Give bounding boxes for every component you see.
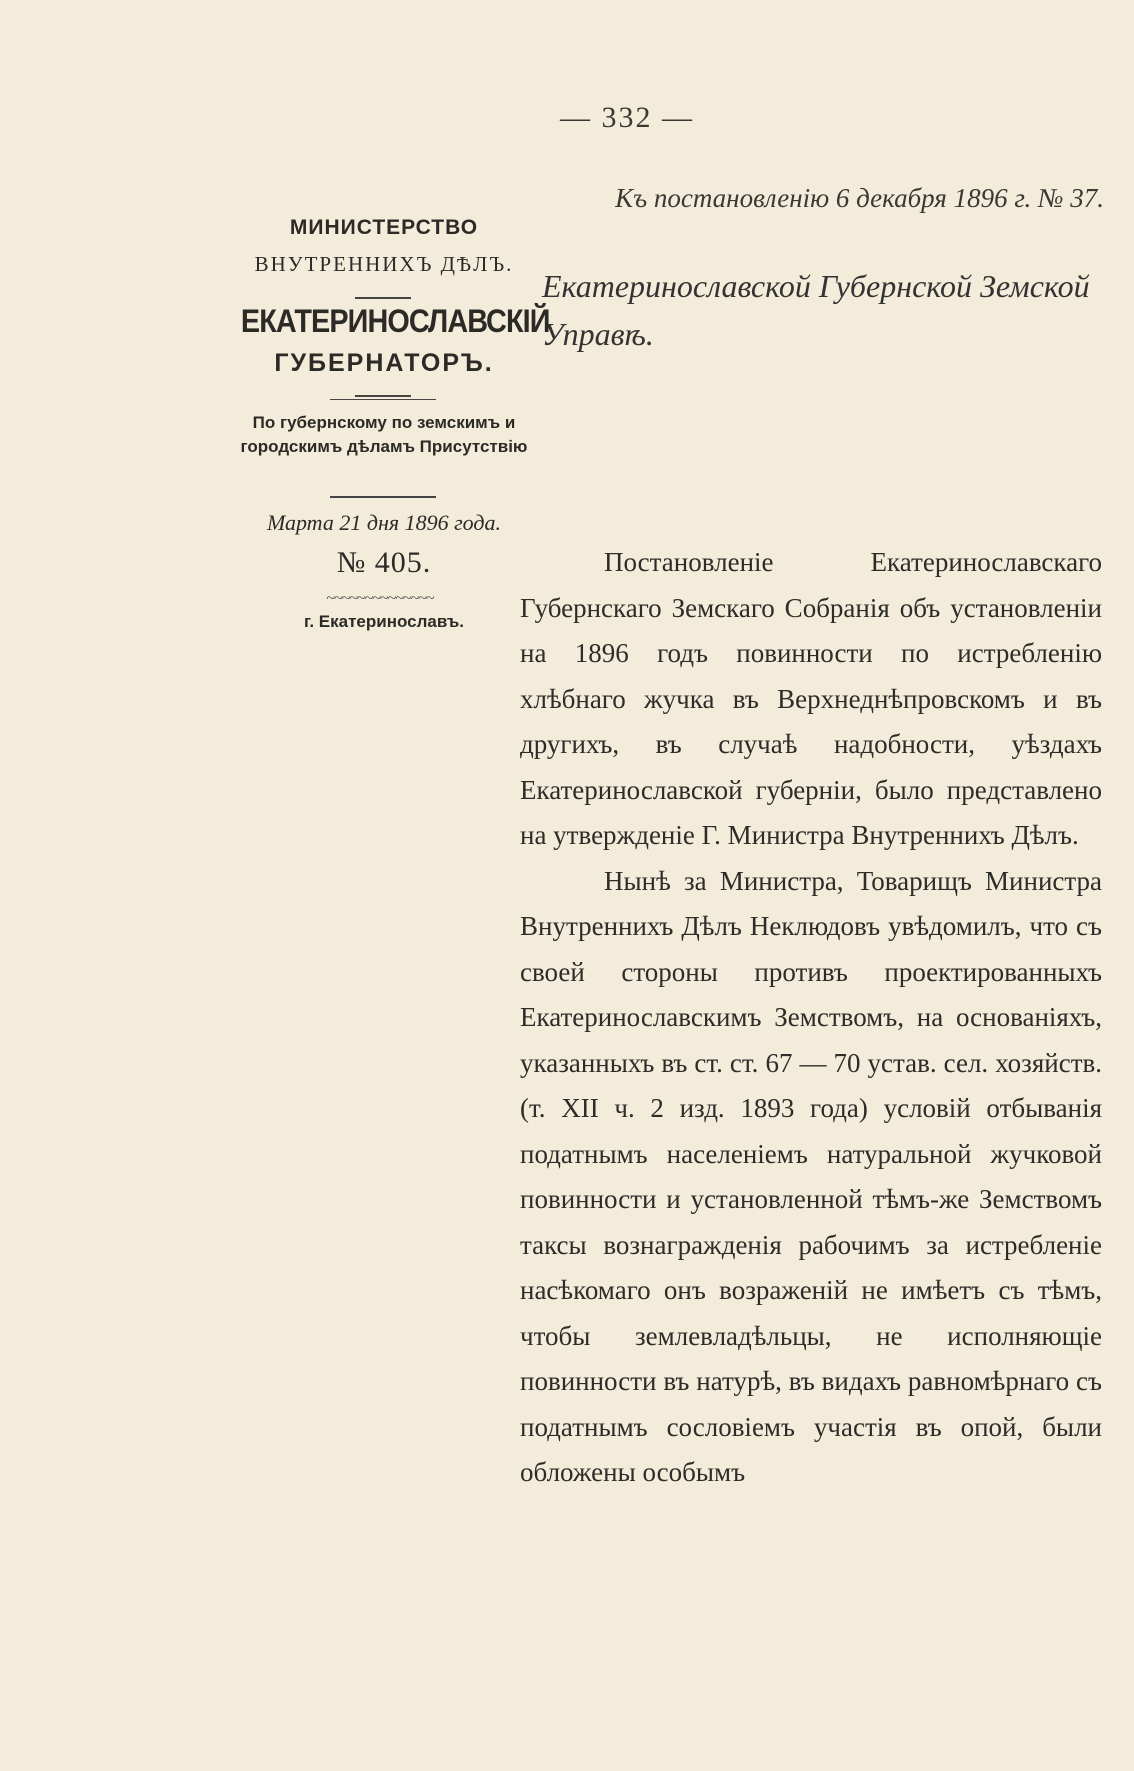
sender-city: г. Екатеринославъ. bbox=[303, 612, 465, 631]
office-line-1: ЕКАТЕРИНОСЛАВСКІЙ bbox=[240, 303, 550, 339]
divider-rule bbox=[355, 297, 411, 299]
letter-body bbox=[520, 540, 1102, 1496]
divider-rule bbox=[330, 399, 436, 400]
presence-title: По губернскому по земскимъ и городскимъ дѣламъ Присутствію bbox=[240, 413, 528, 456]
divider-rule bbox=[355, 395, 411, 397]
ministry-line-2: ВНУТРЕННИХЪ ДѢЛЪ. bbox=[254, 252, 514, 276]
letter-date: Марта 21 дня 1896 года. bbox=[266, 510, 502, 535]
letter-number: № 405. bbox=[336, 546, 432, 579]
addressee: Екатеринославской Губернской Земской Управѣ. bbox=[542, 268, 1090, 352]
ministry-line-1: МИНИСТЕРСТВО bbox=[289, 216, 479, 239]
divider-rule bbox=[330, 496, 436, 498]
body-paragraph-2: Нынѣ за Министра, Товарищъ Министра Внутреннихъ Дѣлъ Неклюдовъ увѣдомилъ, что съ своей стороны противъ проектированныхъ Екатеринославскимъ Земствомъ, на основаніяхъ, указанныхъ въ ст. ст. 67 — 70 устав. сел. хозяйств. (т. XII ч. 2 изд. 1893 года) условій отбыванія податнымъ населеніемъ натуральной жучковой повинности и установленной тѣмъ-же Земствомъ таксы вознагражденія рабочимъ за истребленіе насѣкомаго онъ возраженій не имѣетъ съ тѣмъ, чтобы землевладѣльцы, не исполняющіе повинности въ натурѣ, въ видахъ равномѣрнаго съ податнымъ сословіемъ участія въ опой, были обложены особымъ bbox=[520, 865, 1102, 1487]
wavy-divider: ~~~~~~~~~~~~~~ bbox=[326, 590, 434, 607]
resolution-reference: Къ постановленію 6 декабря 1896 г. № 37. bbox=[615, 183, 1104, 213]
body-paragraph-1: Постановленіе Екатеринославскаго Губернскаго Земскаго Собранія объ установленіи на 1896 годъ повинности по истребленію хлѣбнаго жучка въ Верхнеднѣпровскомъ и въ другихъ, въ случаѣ надобности, уѣздахъ Екатеринославской губерніи, было представлено на утвержденіе Г. Министра Внутреннихъ Дѣлъ. bbox=[520, 547, 1102, 850]
office-line-2: ГУБЕРНАТОРЪ. bbox=[274, 349, 494, 377]
page-number: — 332 — bbox=[560, 101, 694, 134]
